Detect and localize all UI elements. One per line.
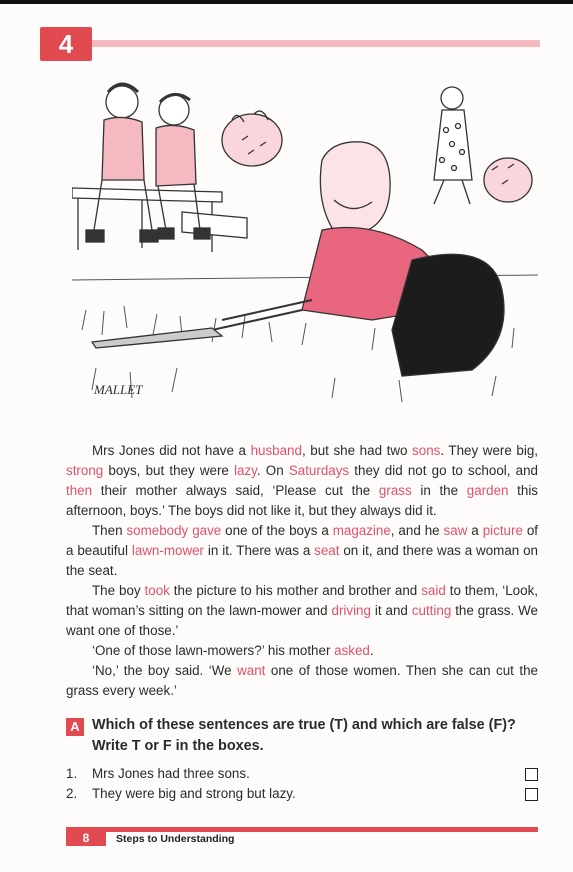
story-text-segment: the picture to his mother and brother and	[169, 583, 422, 598]
story-text-segment: boys, but they were	[103, 463, 235, 478]
vocab-keyword: saw	[443, 523, 468, 538]
vocab-keyword: picture	[482, 523, 523, 538]
unit-header-rule	[92, 40, 540, 47]
story-text-segment: ‘No,’ the boy said. ‘We	[92, 663, 238, 678]
story-text-segment: The boy	[92, 583, 145, 598]
story-text-segment: they did not go to school, and	[349, 463, 538, 478]
story-paragraph	[66, 441, 538, 521]
question-number: 1.	[66, 766, 78, 781]
question-row	[66, 764, 542, 784]
vocab-keyword: gave	[192, 523, 222, 538]
walking-woman	[434, 87, 472, 204]
question-text: They were big and strong but lazy.	[92, 786, 296, 801]
story-text-segment: .	[369, 643, 374, 658]
story-text-segment: to them, ‘Look, that woman’s sitting on the lawn-mower and	[66, 583, 538, 618]
vocab-keyword: asked	[334, 643, 370, 658]
vocab-keyword: took	[144, 583, 170, 598]
top-border	[0, 0, 573, 4]
question-number: 2.	[66, 786, 78, 801]
vocab-keyword: lawn-mower	[131, 543, 205, 558]
exercise-letter-badge: A	[66, 718, 84, 736]
story-text-segment: their mother always said, ‘Please cut the	[92, 483, 379, 498]
question-row	[66, 784, 542, 804]
vocab-keyword: seat	[314, 543, 340, 558]
story-illustration	[72, 80, 538, 412]
footer-rule	[66, 827, 538, 832]
question-text: Mrs Jones had three sons.	[92, 766, 250, 781]
story-text-segment: of a beautiful	[66, 523, 539, 558]
vocab-keyword: Saturdays	[288, 463, 350, 478]
vocab-keyword: garden	[466, 483, 509, 498]
vocab-keyword: husband	[250, 443, 302, 458]
exercise-instruction: Which of these sentences are true (T) and which are false (F)? Write T or F in the boxes.	[92, 717, 516, 754]
story-text-segment: Mrs Jones did not have a	[92, 443, 251, 458]
vocab-keyword: want	[237, 663, 266, 678]
page-number: 8	[66, 830, 106, 846]
vocab-keyword: sons	[412, 443, 441, 458]
illustrator-signature: MALLET	[94, 382, 143, 397]
story-text-segment: . On	[256, 463, 289, 478]
story-text-segment: ‘One of those lawn-mowers?’ his mother	[92, 643, 335, 658]
unit-number-badge: 4	[40, 27, 92, 61]
story-text-segment: this afternoon, boys.’ The boys did not like it, but they always did it.	[66, 483, 538, 518]
story-text-segment: one of those women. Then she can cut the grass every week.’	[66, 663, 539, 698]
answer-box[interactable]	[525, 788, 538, 801]
answer-box[interactable]	[525, 768, 538, 781]
bush-center	[222, 111, 282, 166]
story-text-segment: one of the boys a	[221, 523, 333, 538]
story-text-segment: on it, and there was a woman on the seat.	[66, 543, 538, 578]
story-text	[66, 441, 538, 701]
story-text-segment: the grass. We want one of those.’	[66, 603, 538, 638]
boy-left	[86, 84, 158, 242]
vocab-keyword: then	[66, 483, 93, 498]
vocab-keyword: somebody	[126, 523, 189, 538]
story-text-segment: , but she had two	[301, 443, 413, 458]
vocab-keyword: driving	[331, 603, 371, 618]
story-paragraph	[66, 661, 538, 701]
story-paragraph	[66, 581, 538, 641]
vocab-keyword: magazine	[332, 523, 391, 538]
story-text-segment: in the	[411, 483, 467, 498]
vocab-keyword: grass	[378, 483, 412, 498]
vocab-keyword: said	[421, 583, 446, 598]
story-text-segment: Then	[92, 523, 127, 538]
bush-right	[484, 158, 532, 202]
vocab-keyword: cutting	[411, 603, 452, 618]
story-text-segment: it and	[370, 603, 412, 618]
story-paragraph	[66, 641, 538, 661]
story-text-segment: , and he	[390, 523, 444, 538]
vocab-keyword: strong	[66, 463, 104, 478]
story-text-segment: a	[467, 523, 483, 538]
story-paragraph	[66, 521, 538, 581]
story-text-segment: . They were big,	[440, 443, 538, 458]
story-text-segment: in it. There was a	[204, 543, 315, 558]
vocab-keyword: lazy	[234, 463, 257, 478]
footer-book-title: Steps to Understanding	[116, 833, 235, 845]
